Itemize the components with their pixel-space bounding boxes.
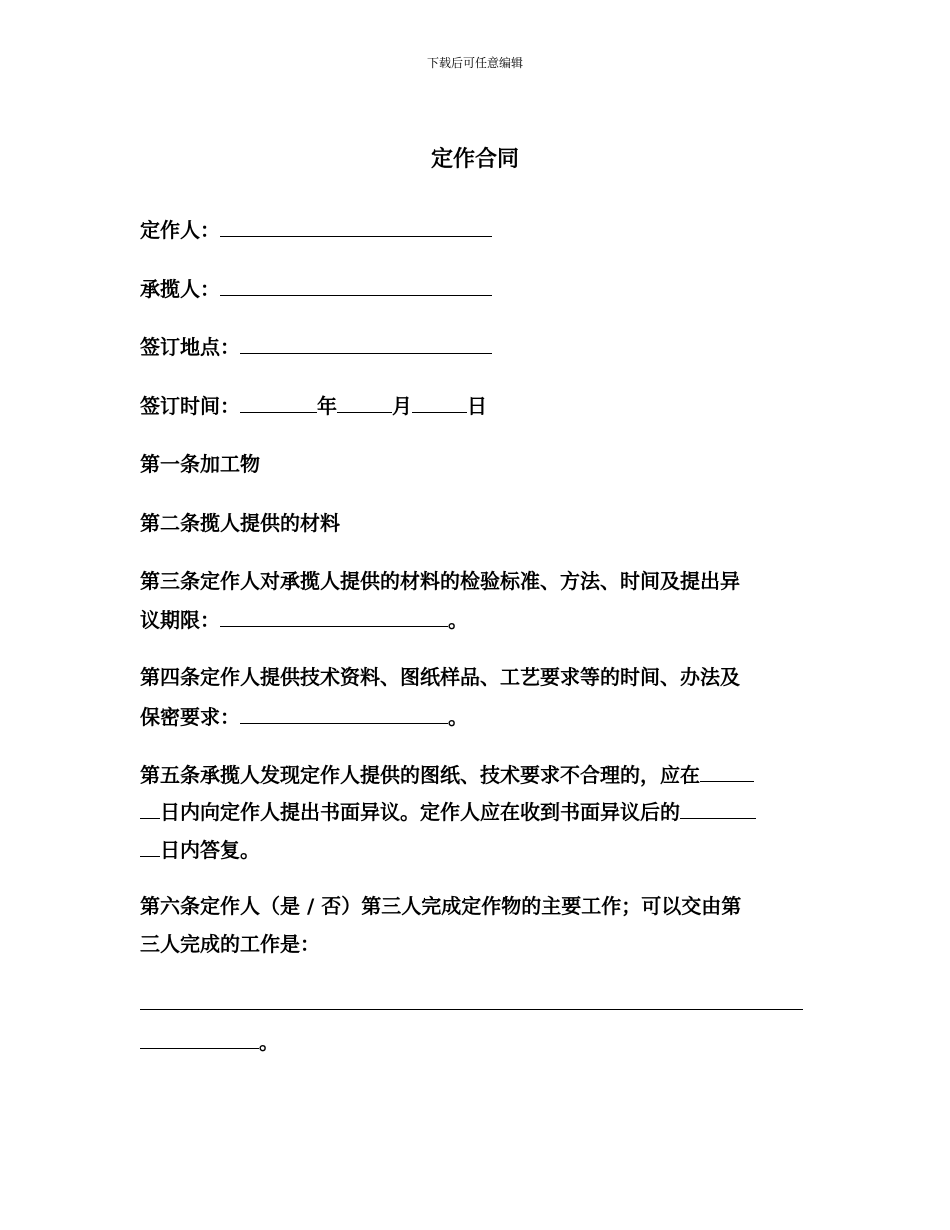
- clause-6-line-3: [140, 989, 803, 1016]
- clause-2: 第二条揽人提供的材料: [140, 511, 340, 535]
- clause-4-blank: [240, 703, 448, 724]
- clause-1: 第一条加工物: [140, 452, 260, 476]
- clause-4-confidentiality-label: 保密要求：: [140, 705, 240, 729]
- clause-3-deadline-label: 议期限：: [140, 608, 220, 632]
- customer-label: 定作人：: [140, 218, 220, 242]
- place-label: 签订地点：: [140, 335, 240, 359]
- year-label: 年: [317, 394, 337, 418]
- time-label: 签订时间：: [140, 394, 240, 418]
- clause-5-text-2: 日内向定作人提出书面异议。定作人应在收到书面异议后的: [160, 800, 680, 824]
- contractor-field: [140, 275, 492, 302]
- clause-6-blank-long: [140, 989, 803, 1010]
- month-label: 月: [392, 394, 412, 418]
- clause-5-blank-2b: [140, 836, 160, 857]
- clause-6-line-1: 第六条定作人（是 / 否）第三人完成定作物的主要工作；可以交由第: [140, 894, 742, 918]
- contractor-label: 承揽人：: [140, 277, 220, 301]
- clause-6-line-2: 三人完成的工作是：: [140, 932, 320, 956]
- customer-field: [140, 216, 492, 243]
- clause-4-line-1: 第四条定作人提供技术资料、图纸样品、工艺要求等的时间、办法及: [140, 665, 740, 689]
- clause-5-blank-1b: [140, 798, 160, 819]
- clause-4-period: 。: [448, 705, 468, 729]
- time-field: [140, 392, 487, 419]
- clause-6-blank-short: [140, 1028, 259, 1049]
- day-label: 日: [467, 394, 487, 418]
- contractor-blank: [220, 275, 492, 296]
- month-blank: [337, 392, 392, 413]
- clause-5-blank-2a: [680, 798, 756, 819]
- clause-3-line-1: 第三条定作人对承揽人提供的材料的检验标准、方法、时间及提出异: [140, 569, 740, 593]
- clause-5-blank-1a: [700, 761, 754, 782]
- clause-5-line-2: [140, 798, 756, 825]
- header-note: 下载后可任意编辑: [426, 56, 523, 70]
- day-blank: [412, 392, 467, 413]
- clause-3-line-2: [140, 606, 468, 633]
- year-blank: [240, 392, 317, 413]
- clause-6-line-4: [140, 1028, 279, 1055]
- clause-5-line-1: [140, 761, 754, 788]
- clause-3-period: 。: [448, 608, 468, 632]
- clause-5-text-3: 日内答复。: [160, 838, 260, 862]
- place-field: [140, 333, 492, 360]
- clause-3-blank: [220, 606, 448, 627]
- customer-blank: [220, 216, 492, 237]
- clause-4-line-2: [140, 703, 468, 730]
- document-title: 定作合同: [430, 146, 519, 172]
- clause-5-text-1: 第五条承揽人发现定作人提供的图纸、技术要求不合理的，应在: [140, 763, 700, 787]
- clause-5-line-3: [140, 836, 260, 863]
- place-blank: [240, 333, 492, 354]
- clause-6-period: 。: [259, 1030, 279, 1054]
